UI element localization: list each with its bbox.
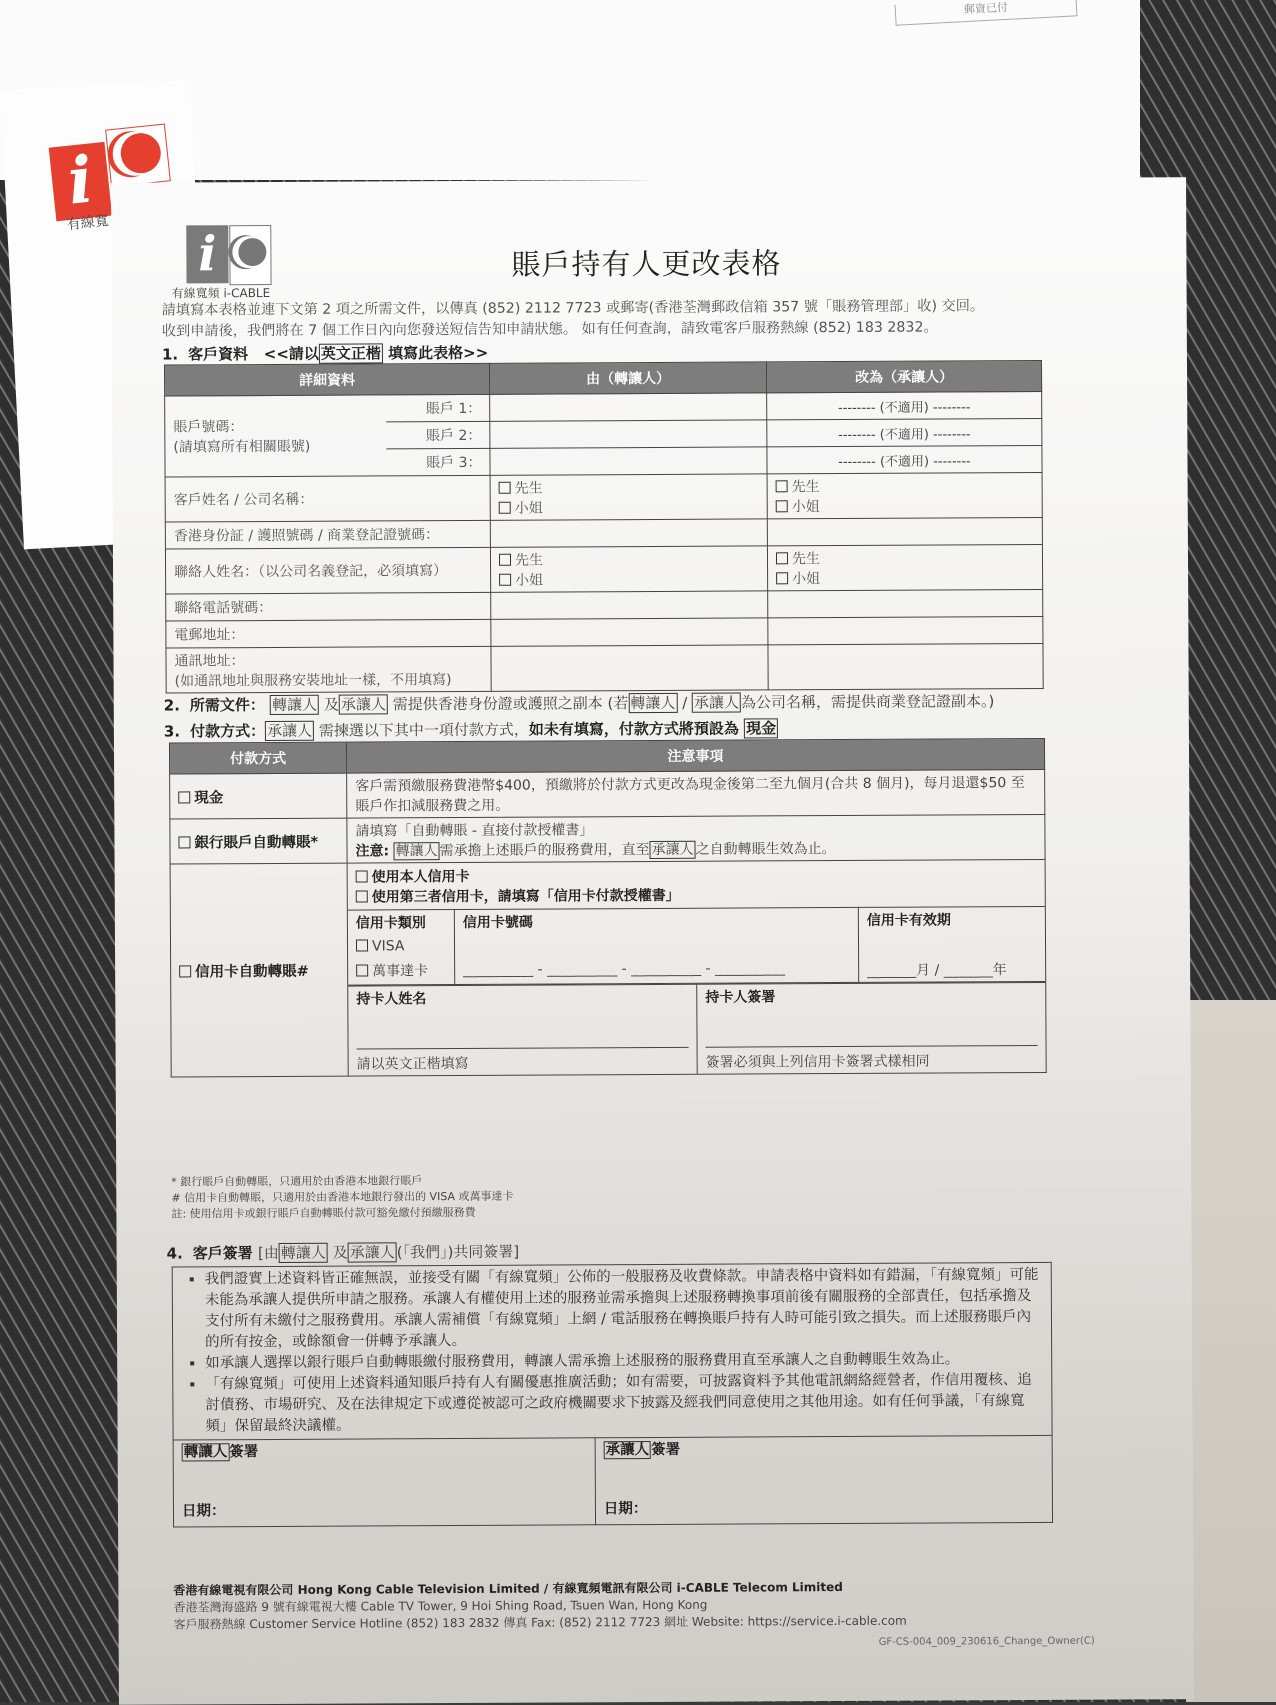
checkbox-ms[interactable] — [499, 502, 511, 514]
account-number-label: 賬戶號碼： (請填寫所有相關賬號) — [165, 395, 387, 477]
payment-bank[interactable]: 銀行賬戶自動轉賬* — [170, 818, 347, 864]
checkbox-mastercard[interactable] — [356, 964, 368, 976]
checkbox-bank[interactable] — [178, 836, 190, 848]
cardholder-signature-field[interactable]: 持卡人簽署 簽署必須與上列信用卡簽署式樣相同 — [697, 982, 1046, 1073]
icable-logo — [186, 225, 270, 287]
i-logo-icon: i — [186, 225, 228, 283]
section2-heading: 2. 所需文件： 轉讓人 及 承讓人 需提供香港身份證或護照之副本 (若 轉讓人 / 承讓人 為公司名稱，需提供商業登記證副本。) — [163, 692, 995, 715]
checkbox-ms[interactable] — [499, 574, 511, 586]
postage-stamp-box: 郵資已付 — [895, 0, 1078, 26]
i-logo-icon: i — [49, 142, 112, 221]
signature-table — [172, 1262, 1053, 1528]
to-customer-name-field[interactable]: 先生 小姐 — [767, 472, 1042, 518]
cardholder-name-field[interactable]: 持卡人姓名 請以英文正楷填寫 — [348, 984, 697, 1075]
checkbox-third-party-card[interactable] — [356, 890, 368, 902]
from-id-field[interactable] — [490, 519, 767, 547]
checkbox-mr[interactable] — [776, 552, 788, 564]
from-phone-field[interactable] — [491, 591, 768, 619]
checkbox-credit-card[interactable] — [179, 965, 191, 977]
section3-heading: 3. 付款方式： 承讓人 需揀選以下其中一項付款方式，如未有填寫，付款方式將預設為 現金 — [164, 717, 778, 741]
to-address-field[interactable] — [768, 643, 1043, 689]
company-footer: 香港有線電視有限公司 Hong Kong Cable Television Limited / 有線寬頻電訊有限公司 i-CABLE Telecom Limited 香港荃灣海盛路 9 號有線電視大樓 Cable TV Tower, 9 Hoi Shing Road, Tsuen Wan, Hong Kong 客戶服務熱線 Customer Service Hotline (852) 183 2832 傳真 Fax: (852) 2112 7723 網址 Website: https://service.i-cable.com — [173, 1580, 907, 1632]
checkbox-mr[interactable] — [499, 554, 511, 566]
back-icable-logo: i 有線寬 — [47, 121, 201, 231]
from-account-3-field[interactable] — [490, 447, 767, 475]
background-floor — [1186, 1000, 1276, 1702]
checkbox-mr[interactable] — [499, 482, 511, 494]
payment-cash[interactable]: 現金 — [170, 773, 347, 819]
ownership-change-form — [111, 177, 1194, 1705]
card-expiry-field[interactable]: 信用卡有效期 _______月 / _______年 — [858, 906, 1045, 982]
checkbox-own-card[interactable] — [356, 870, 368, 882]
to-contact-name-field[interactable]: 先生 小姐 — [767, 544, 1042, 590]
transferee-signature-field[interactable]: 承讓人 簽署 日期： — [595, 1435, 1053, 1524]
payment-method-table: 付款方式 注意事項 現金 客戶需預繳服務費港幣$400，預繳將於付款方式更改為現金後第二至九個月(合共 8 個月)，每月退還$50 至賬戶作扣減服務費之用。 銀行賬戶自動轉賬* 請填寫「自動轉賬 - 直接付款授權書」 注意: 轉讓人 需承擔上述賬戶的服務費用，直至 承讓人 之自動轉賬生效為止。 信用卡自動轉賬# 使用本人信用卡 使用第三者信用卡，請填寫「信用卡付款授權書」 信用卡類別 VISA 萬事達卡 信用卡號碼 __________ - __________ - __________ - __________ 信用卡有效期 _______月 / _______年 持卡人姓名 請以英文正楷填寫 持卡人簽署 簽署必須與上列信用卡簽署式樣相同 — [169, 738, 1047, 1078]
from-email-field[interactable] — [491, 618, 768, 646]
to-phone-field[interactable] — [768, 589, 1043, 617]
c-logo-icon — [229, 225, 271, 285]
section4-heading: 4. 客戶簽署 [由 轉讓人 及 承讓人 (「我們」)共同簽署] — [166, 1242, 520, 1263]
transferor-signature-field[interactable]: 轉讓人 簽署 日期： — [173, 1438, 595, 1527]
customer-info-table: 詳細資料 由（轉讓人） 改為（承讓人） 賬戶號碼： (請填寫所有相關賬號) 賬戶 1： -------- (不適用) -------- 賬戶 2： -------- (不適用) -------- 賬戶 3： -------- (不適用) -------- 客戶姓名 / 公司名稱： 先生 小姐 先生 小姐 香港身份証 / 護照號碼 / 商業登記證號碼： 聯絡人姓名：（以公司名義登記，必須填寫） 先生 小姐 先生 小姐 聯絡電話號碼： 電郵地址： 通訊地址： (如通訊地址與服務安裝地址一樣，不用填寫) — [164, 360, 1044, 694]
checkbox-ms[interactable] — [776, 572, 788, 584]
to-id-field[interactable] — [767, 517, 1042, 545]
checkbox-mr[interactable] — [776, 480, 788, 492]
payment-credit-card[interactable]: 信用卡自動轉賬# — [170, 863, 348, 1077]
intro-text: 請填寫本表格並連下文第 2 項之所需文件，以傳真 (852) 2112 7723 或郵寄(香港荃灣郵政信箱 357 號「賬務管理部」收) 交回。 收到申請後，我們將在 7 個工作日內向您發送短信告知申請狀態。 如有任何查詢，請致電客戶服務熱線 (852) 183 2832。 — [161, 298, 985, 340]
from-account-2-field[interactable] — [490, 420, 767, 448]
from-contact-name-field[interactable]: 先生 小姐 — [490, 546, 767, 592]
section1-heading: 1. 客戶資料 <<請以 英文正楷 填寫此表格>> — [161, 343, 489, 364]
payment-footnotes: * 銀行賬戶自動轉賬，只適用於由香港本地銀行賬戶 # 信用卡自動轉賬，只適用於由香港本地銀行發出的 VISA 或萬事達卡 註: 使用信用卡或銀行賬戶自動轉賬付款可豁免繳付預繳服務費 — [171, 1174, 514, 1221]
c-logo-icon — [105, 124, 171, 188]
checkbox-visa[interactable] — [356, 939, 368, 951]
from-account-1-field[interactable] — [490, 393, 767, 421]
form-code: GF-CS-004_009_230616_Change_Owner(C) — [878, 1635, 1095, 1648]
checkbox-ms[interactable] — [776, 500, 788, 512]
from-customer-name-field[interactable]: 先生 小姐 — [490, 474, 767, 520]
form-title: 賬戶持有人更改表格 — [511, 246, 782, 282]
from-address-field[interactable] — [491, 645, 768, 691]
logo-text: 有線寬頻 i-CABLE — [171, 285, 271, 301]
declaration-text: ▪ 我們證實上述資料皆正確無誤，並接受有關「有線寬頻」公佈的一般服務及收費條款。申請表格中資料如有錯漏，「有線寬頻」可能未能為承讓人提供所申請之服務。承讓人有權使用上述的服務並需承擔與上述服務轉換事項前後有關服務的全部責任，包括承擔及支付所有未繳付之服務費用。承讓人需補償「有線寬頻」上網 / 電話服務在轉換賬戶持有人時可能引致之損失。而上述服務賬戶內的所有按金，或餘額會一併轉予承讓人。 ▪ 如承讓人選擇以銀行賬戶自動轉賬繳付服務費用，轉讓人需承擔上述服務的服務費用直至承讓人之自動轉賬生效為止。 ▪ 「有線寬頻」可使用上述資料通知賬戶持有人有關優惠推廣活動；如有需要，可披露資料予其他電訊網絡經營者，作信用覆核、追討債務、市場研究、及在法律規定下或遵從被認可之政府機關要求下披露及經我們同意使用之其他用途。如有任何爭議，「有線寬頻」保留最終決議權。 — [172, 1262, 1052, 1440]
to-email-field[interactable] — [768, 616, 1043, 644]
checkbox-cash[interactable] — [178, 791, 190, 803]
card-number-field[interactable]: 信用卡號碼 __________ - __________ - __________ - __________ — [454, 907, 858, 984]
